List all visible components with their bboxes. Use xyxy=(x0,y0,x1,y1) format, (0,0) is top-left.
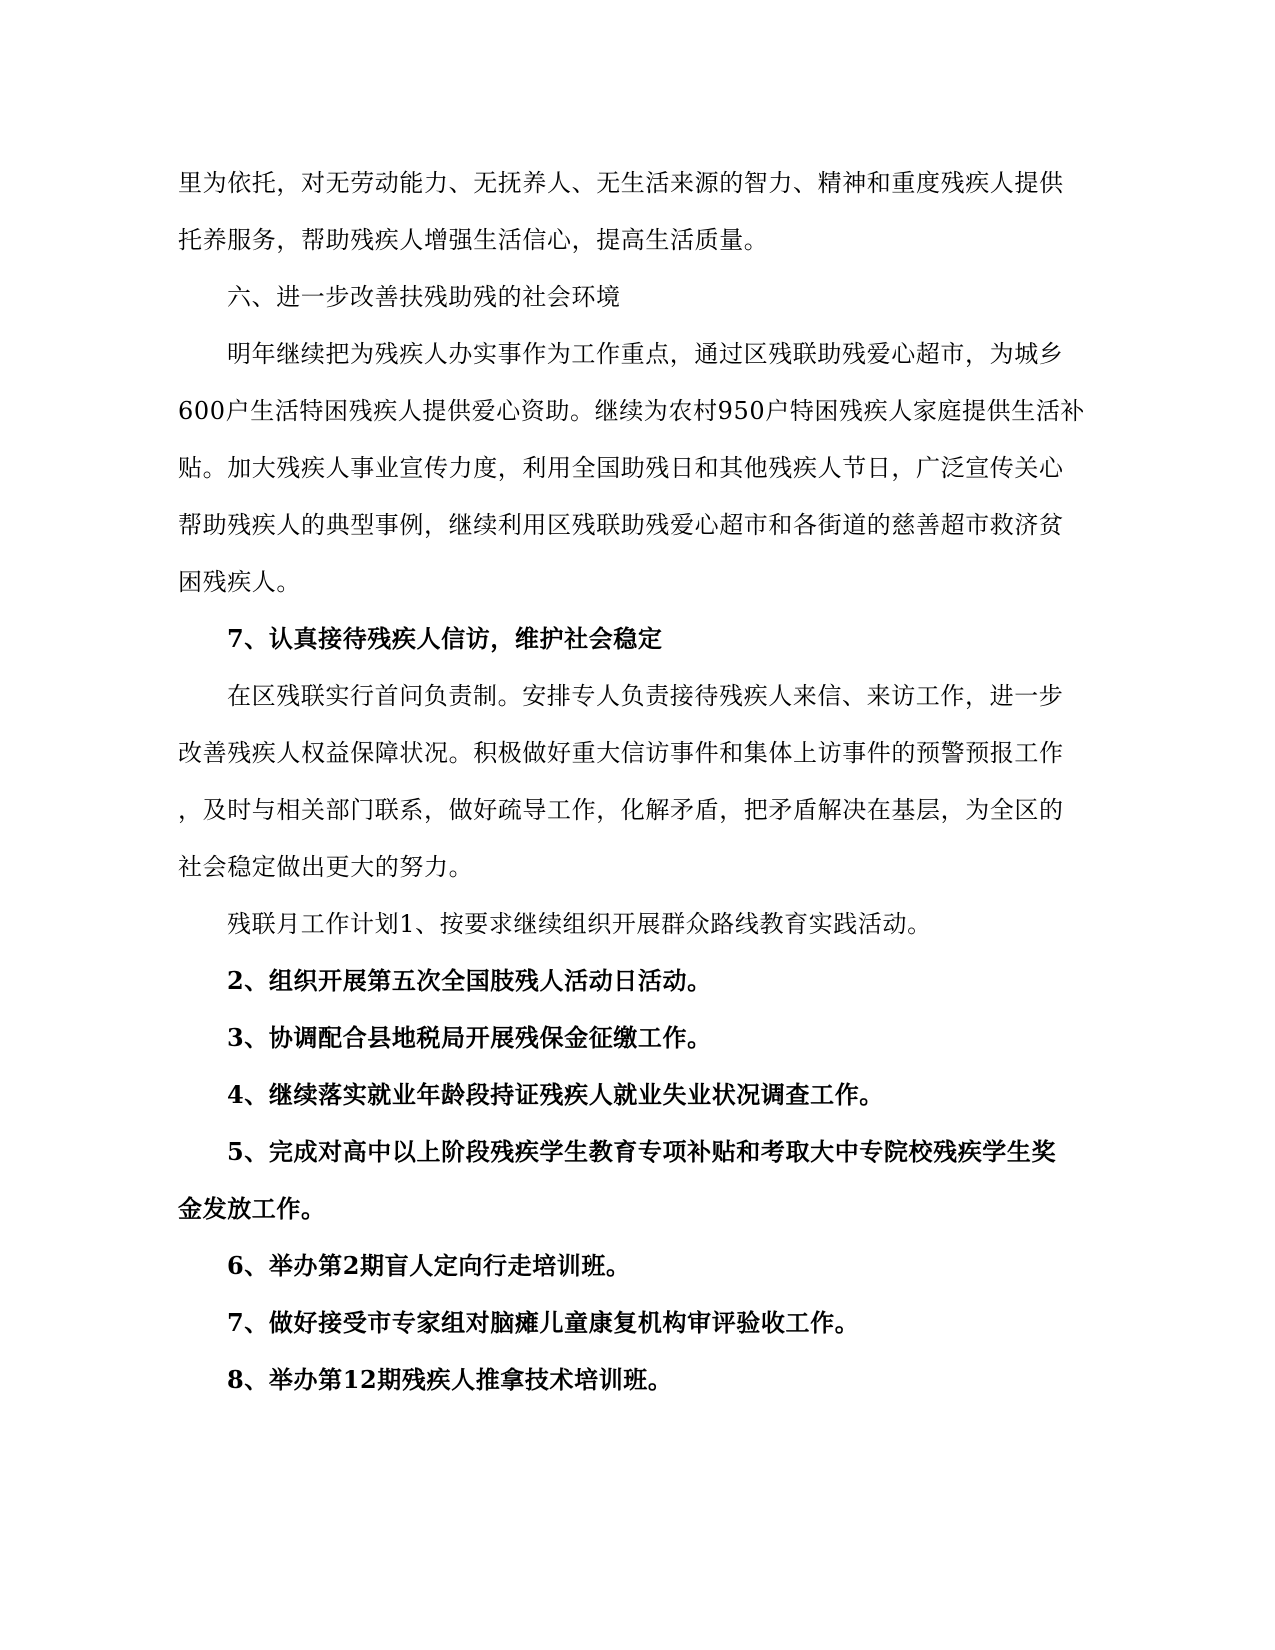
list-item-continuation: 金发放工作。 xyxy=(178,1194,326,1223)
list-item: 4、继续落实就业年龄段持证残疾人就业失业状况调查工作。 xyxy=(227,1080,884,1109)
list-item: 2、组织开展第五次全国肢残人活动日活动。 xyxy=(227,966,712,995)
paragraph-line: 贴。加大残疾人事业宣传力度，利用全国助残日和其他残疾人节日，广泛宣传关心 xyxy=(178,454,1064,482)
paragraph-line: ，及时与相关部门联系，做好疏导工作，化解矛盾，把矛盾解决在基层，为全区的 xyxy=(178,796,1064,824)
list-item: 8、举办第12期残疾人推拿技术培训班。 xyxy=(227,1365,673,1394)
paragraph-line: 改善残疾人权益保障状况。积极做好重大信访事件和集体上访事件的预警预报工作 xyxy=(178,739,1064,767)
paragraph-line: 明年继续把为残疾人办实事作为工作重点，通过区残联助残爱心超市，为城乡 xyxy=(227,340,1064,368)
list-item: 6、举办第2期盲人定向行走培训班。 xyxy=(227,1251,631,1280)
paragraph-line: 困残疾人。 xyxy=(178,568,301,596)
list-item: 7、做好接受市专家组对脑瘫儿童康复机构审评验收工作。 xyxy=(227,1308,860,1337)
paragraph-line: 帮助残疾人的典型事例，继续利用区残联助残爱心超市和各街道的慈善超市救济贫 xyxy=(178,511,1064,539)
list-item: 3、协调配合县地税局开展残保金征缴工作。 xyxy=(227,1023,712,1052)
list-item: 5、完成对高中以上阶段残疾学生教育专项补贴和考取大中专院校残疾学生奖 xyxy=(227,1137,1057,1166)
paragraph-line: 里为依托，对无劳动能力、无抚养人、无生活来源的智力、精神和重度残疾人提供 xyxy=(178,169,1064,197)
paragraph-line: 在区残联实行首问负责制。安排专人负责接待残疾人来信、来访工作，进一步 xyxy=(227,682,1064,710)
paragraph-line: 托养服务，帮助残疾人增强生活信心，提高生活质量。 xyxy=(178,226,769,254)
paragraph-line: 600户生活特困残疾人提供爱心资助。继续为农村950户特困残疾人家庭提供生活补 xyxy=(178,397,1086,425)
section-heading: 7、认真接待残疾人信访，维护社会稳定 xyxy=(227,624,663,653)
section-heading: 六、进一步改善扶残助残的社会环境 xyxy=(227,283,621,311)
paragraph-line: 残联月工作计划1、按要求继续组织开展群众路线教育实践活动。 xyxy=(227,910,932,938)
paragraph-line: 社会稳定做出更大的努力。 xyxy=(178,853,474,881)
